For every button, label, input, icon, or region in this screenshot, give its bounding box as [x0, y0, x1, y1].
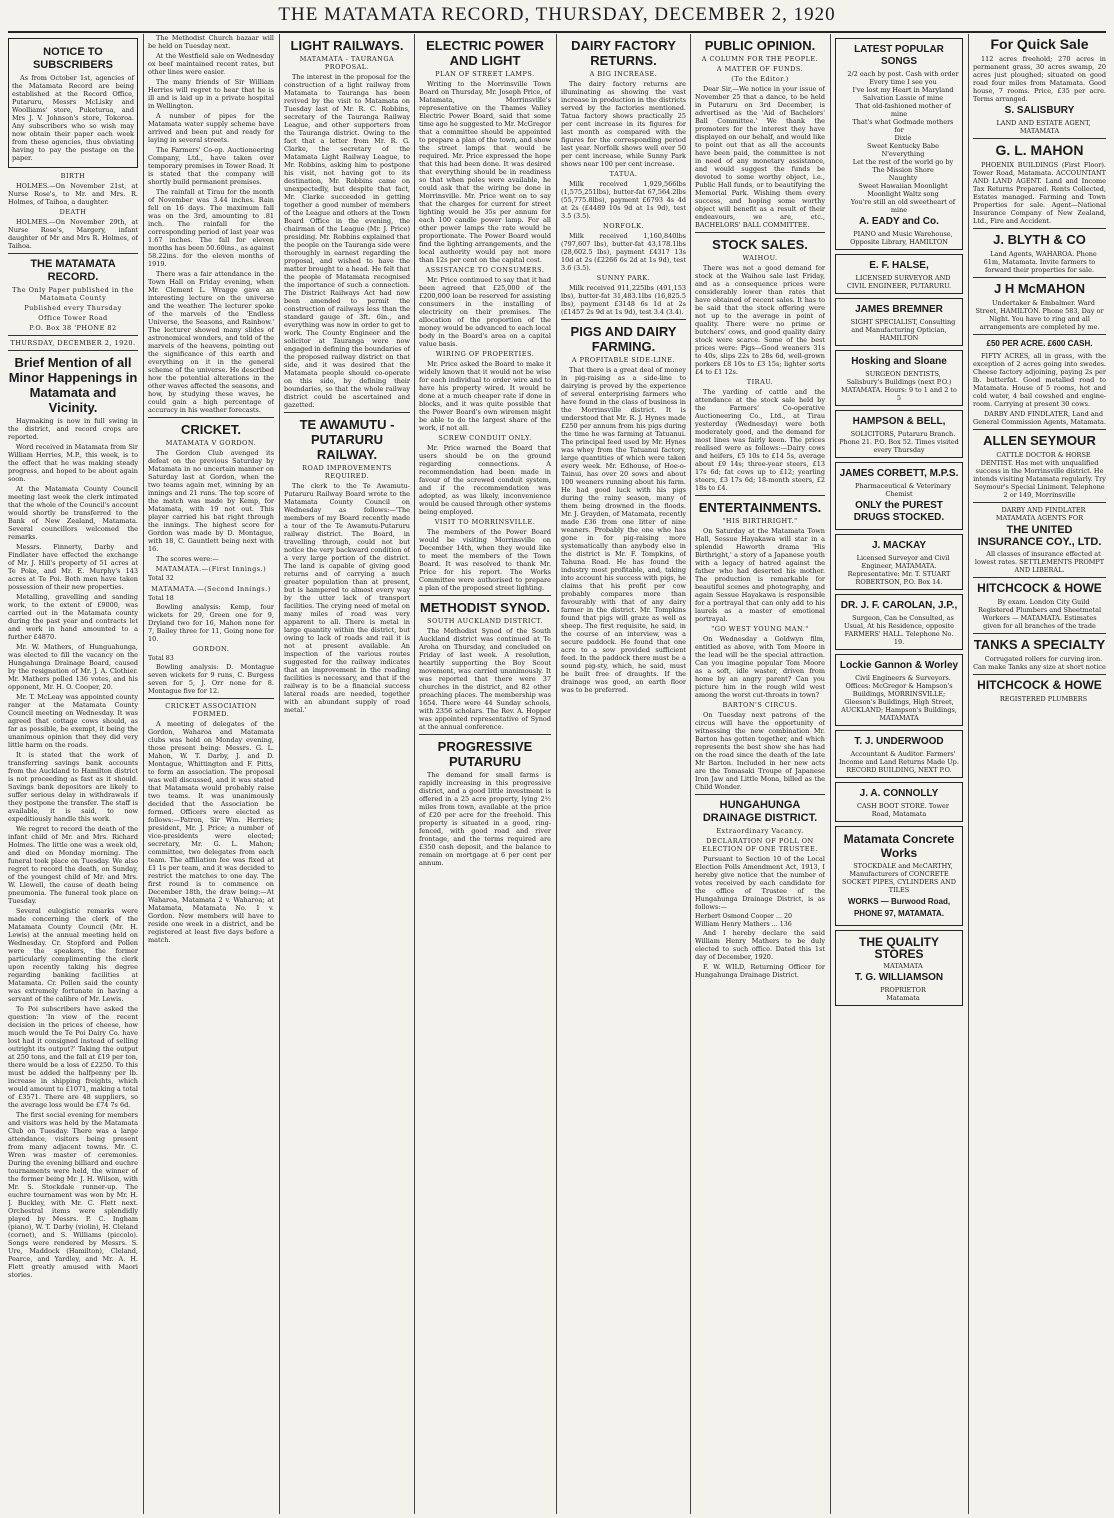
letter-title: A MATTER OF FUNDS.	[716, 65, 804, 73]
quality-name: THE QUALITY STORES	[859, 935, 939, 961]
returning-officer: F. W. WILD, Returning Officer for Hungahunga Drainage District.	[695, 963, 825, 979]
blyth-name: J. BLYTH & CO	[993, 232, 1086, 247]
column-7	[835, 34, 963, 1514]
railways-heading: LIGHT RAILWAYS.	[290, 38, 404, 53]
factory-heading: SUNNY PARK.	[596, 274, 651, 282]
farm-details: FIFTY ACRES, all in grass, with the exception of 2 acres going into swedes. Cheese factory adjoining, paying 2s per lb. butterfat. Good metalled road to Matamata. House of 5 rooms, hot and cold water, 4 bail cowshed and engine-room. Carrying at present 30 cows.	[973, 352, 1106, 408]
paragraph: The members of the Power Board would be visiting Morrinsville on December 14th, when they would like to meet the members of the Town Board. It was resolved to thank Mr. Price for his report. The Works Committee were authorised to prepare a plan of the proposed street lighting.	[419, 528, 551, 592]
notice-box	[8, 38, 138, 168]
song-title: Every time I see you	[869, 78, 937, 86]
sale-heading: For Quick Sale	[990, 36, 1089, 52]
carolan-ad	[835, 594, 963, 650]
brief-item: Metalling, gravelling and sanding work, to the extent of £9000, was carried out in the Matamata county during the past year and contracts let and work in hand amounted to a further £4870.	[8, 593, 138, 641]
brief-item: Haymaking is now in full swing in the district, and record crops are reported.	[8, 417, 138, 441]
carolan-details: Surgeon, Can be Consulted, as Usual, At his Residence, opposite FARMERS' HALL. Telephone No. 19.	[843, 614, 954, 646]
song-title: Let the rest of the world go by	[852, 158, 954, 166]
birth-notice: HOLMES.—On November 21st, at Nurse Rose's, to Mr. and Mrs. R. Holmes, of Taihoa, a daughter.	[8, 182, 138, 206]
bowling-analysis: Bowling analysis: D. Montague seven wickets for 9 runs, C. Burgess seven for 5, J. Orr none for 8. Montague five for 12.	[148, 663, 274, 695]
connolly-name: J. A. CONNOLLY	[859, 788, 939, 799]
entertainments-heading: ENTERTAINMENTS.	[698, 500, 822, 515]
paragraph: A number of pipes for the Matamata water supply scheme have arrived and been put and ready for laying in several streets.	[148, 112, 274, 144]
drainage-subheading: Extraordinary Vacancy.	[716, 827, 804, 835]
candidate-votes: William Henry Mathers ... 136	[695, 921, 792, 928]
column-divider	[143, 34, 144, 1514]
factory-heading: NORFOLK.	[603, 222, 644, 230]
synod-article: The Methodist Synod of the South Auckland district was continued at Te Aroha on Thursday, and concluded on Friday of last week. A resolution, heartily supporting the Boy Scout movement, was carried unanimously. It was reported that there were 37 churches in the district, and 82 other preaching places. The membership was 1654. There were 44 Sunday schools, with 2356 scholars. The Rev. A. Hopper was appointed representative of Synod at the annual conference.	[419, 627, 551, 731]
song-title: Salvation Lassie of mine	[862, 94, 944, 102]
scores-label: The scores were:—	[156, 555, 219, 563]
factory-return: Milk received 911,225lbs (491,153 lbs), butter-fat 31,483.1lbs (16,825.5 lbs), payment £3148 6s 1d at 2s (£1457 2s 9d at 1s 9d), test 3.4 (3.4).	[561, 284, 686, 316]
brief-item: Mr. W. Mathers, of Hunguahunga, was elected to fill the vacancy on the Hungahunga Drainage Board, caused by the resignation of Mr. J. A. Clothier. Mr. Mathers polled 136 votes, and his opponent, Mr. H. O. Cooper, 20.	[8, 643, 138, 691]
column-divider	[968, 34, 969, 1514]
brief-item: Word received in Matamata from Sir William Herries, M.P., this week, is to the effect that he was making steady progress, and hoped to be about again soon.	[8, 443, 138, 483]
lockie-ad	[835, 654, 963, 726]
cricket-subheading: MATAMATA V GORDON.	[165, 439, 257, 447]
dairy-heading: DAIRY FACTORY RETURNS.	[571, 38, 676, 68]
film-title: "HIS BIRTHRIGHT."	[722, 517, 798, 525]
song-title: Sweet Hawaiian Moonlight	[858, 182, 948, 190]
brief-item: To Poi subscribers have asked the question: 'In view of the recent decision in the prices of cheese, how much would the Te Poi Dairy Co. have lost had it consigned instead of selling outright its output?' Taking the output at 250 tons, and the fall at £19 per ton, there would be a loss of £2250. To this must be added the halfpenny per lb. increase in shipping freights, which would amount to £1071, making a total of £3571. There are 48 suppliers, so the average loss would be £74 7s 6d.	[8, 1005, 138, 1109]
song-title: The Mission Shore	[872, 166, 934, 174]
salisbury-name: S. SALISBURY	[1004, 105, 1075, 116]
eady-details: PIANO and Music Warehouse, Opposite Library, HAMILTON	[850, 230, 953, 246]
column-6	[695, 34, 825, 1514]
circus-review: On Tuesday next patrons of the circus will have the opportunity of witnessing the new combination Mr. Barton has gotten together, and which represents the best show she has had on the road since the death of the late Mr Barton. Included in her new acts are the Tomasaki Troupe of Japanese Iron Jaw and Little Mona, billed as the Child Wonder.	[695, 711, 825, 791]
score-total: Total 32	[148, 575, 174, 582]
pigs-article: That there is a great deal of money in pig-raising as a side-line to dairying is proved by the experience of several enterprising farmers who have found in the class of business in the Morrinsville district. It is understood that Mr. R. J. Hynes made £250 per annum from his pigs during the time he was farming at Tatuanui. The principal feed used by Mr. Hynes was whey from the Tatuanui factory, large quantities of which were taken every week. Mr. Edhouse, of Hoe-o-Tainui, has over 20 sows and about 100 weaners running about his farm. He had good luck with his pigs during the rainy season, many of them being drowned in the floods. Mr. J. Grayden, of Matamata, recently made £36 from one litter of nine weaners. Probably the one who has gone in for pig-raising more systematically than anybody else in the district is Mr. F. Tompkins, of Tahuna Road. He has found the industry most profitable, and, taking into account his success with pigs, he claims that his profit per cow probably compares more than favourably with that of any dairy farmer in the district. Mr. Tompkins found that pigs will graze as well as sheep. The first requisite, he said, in the course of an interview, was a secure paddock. He found that one acre to a sow provided sufficient feed. In the paddock there must be a sound pig-sty, which, he said, must be built free of draughts. If the drainage was good, an earth floor was to be preferred.	[561, 366, 686, 694]
paragraph: The many friends of Sir William Herries will regret to hear that he is ill and is laid up in a private hospital in Wellington.	[148, 78, 274, 110]
letter-body: Dear Sir,—We notice in your issue of November 25 that a dance, to be held in Putaruru on 3rd December, is advertised as the 'Aid of Bachelors' Ball Committee.' We thank the promoters for the interest they have displayed on our behalf, and would like to point out that as all the accounts have been paid, the committee is not in need of any monetary assistance, and would suggest the funds be devoted to some worthy object, i.e., Public Hall funds, or to beautifying the Memorial Park. Wishing them every success, and hoping some worthy object will benefit as a result of their endeavours, we are, etc., BACHELORS' BALL COMMITTEE.	[695, 85, 825, 229]
candidate-votes: Herbert Osmond Cooper ... 20	[695, 913, 792, 920]
drainage-declaration: DECLARATION OF POLL ON ELECTION OF ONE TRUSTEE.	[702, 837, 818, 853]
synod-subheading: SOUTH AUCKLAND DISTRICT.	[427, 617, 543, 625]
brief-item: We regret to record the death of the infant child of Mr. and Mrs. Richard Holmes. The little one was a week old, and died on Monday morning. The funeral took place on Tuesday. We also regret to record the death, on Sunday, of the youngest child of Mr. and Mrs. W. Llewell, the cause of death being pneumonia. The funeral took place on Tuesday.	[8, 825, 138, 905]
birth-heading: BIRTH	[60, 172, 86, 180]
dateline: THURSDAY, DECEMBER 2, 1920.	[10, 339, 136, 347]
hitchcock-name: HITCHCOCK & HOWE	[977, 678, 1102, 692]
mahon-details: PHOENIX BUILDINGS (First Floor). Tower Road, Matamata. ACCOUNTANT AND LAND AGENT. Land and Income Tax Returns Prepared. Rents Collected, Estates managed. Farming and Town Properties for sale. Agent—National Insurance Company of New Zealand, Ltd., Fire and Accident.	[973, 161, 1106, 225]
stock-report: The yarding of cattle and the attendance at the stock sale held by the Farmers' Co-operative Auctioneering Co., Ltd., at Tirau yesterday (Wednesday) were both moderately good, and the demand for most lines was fairly keen. The prices realised were as follows:—Dairy cows and heifers, £5 10s to £14 5s, average about £9 14s; three-year steers, £13 17s 6d; fat cows up to £12; yearling steers, £3 17s 6d; 18-month steers, £2 18s to £4.	[695, 388, 825, 492]
hampson-name: HAMPSON & BELL,	[852, 416, 946, 427]
song-title: Naughty	[888, 174, 918, 182]
innings-heading: GORDON.	[192, 645, 230, 653]
songs-heading: LATEST POPULAR SONGS	[854, 44, 944, 67]
mahon-name: G. L. MAHON	[995, 142, 1084, 158]
drainage-notice: Pursuant to Section 10 of the Local Election Polls Amendment Act, 1913, I hereby give notice that the number of votes received by each candidate for the office of Trustee of the Hungahunga Drainage District, is as follows:—	[695, 855, 825, 911]
quality-place: MATAMATA	[883, 962, 923, 970]
connolly-ad	[835, 782, 963, 822]
putaruru-heading: PROGRESSIVE PUTARURU	[437, 739, 533, 769]
lockie-details: Civil Engineers & Surveyors. Offices: McGregor & Hampson's Buildings, MORRINSVILLE; Gleeson's Buildings, High Street, AUCKLAND; Hampson's Buildings, MATAMATA	[841, 674, 957, 722]
dairy-subheading: A BIG INCREASE.	[589, 70, 658, 78]
drainage-heading: HUNGAHUNGA DRAINAGE DISTRICT.	[702, 799, 818, 824]
section-heading: WAIHOU.	[742, 254, 778, 262]
letter-salutation: (To the Editor.)	[731, 75, 789, 83]
mcmahon-details: Undertaker & Embalmer. Ward Street, HAMILTON. Phone 583, Day or Night. You have to ring and all arrangements are completed by me.	[975, 299, 1104, 331]
bremner-ad	[835, 298, 963, 346]
songs-ad	[835, 38, 963, 250]
score-total: Total 83	[148, 655, 174, 662]
song-title: Sweet Kentucky Babe	[867, 142, 939, 150]
connolly-details: CASH BOOT STORE. Tower Road, Matamata	[857, 802, 949, 818]
section-heading: SCREW CONDUIT ONLY.	[438, 434, 532, 442]
lockie-name: Lockie Gannon & Worley	[839, 660, 959, 671]
column-1	[8, 34, 138, 1514]
film-review: On Wednesday a Goldwyn film, entitled as above, with Tom Moore in the lead will be the special attraction. Can you imagine popular Tom Moore as a soft, idle waster, driven from home by an angry parent? Can you picture him in the rough wild west among the worst cut-throats in town?	[695, 635, 825, 699]
corbett-slogan: ONLY the PUREST DRUGS STOCKED.	[853, 500, 945, 523]
bremner-name: JAMES BREMNER	[855, 304, 943, 315]
column-8	[973, 34, 1106, 1514]
insurance-agents: DARBY AND FINDLATER MATAMATA AGENTS FOR	[995, 506, 1086, 522]
song-title: Moonlight Waltz song	[867, 190, 939, 198]
paragraph: Mr. Price continued to say that it had been agreed that £25,000 of the £200,000 loan be reserved for assisting consumers in the installing of electricity on their premises. The allocation of the proportion of the money would be advanced to each local body in the Board's area on a capital value basis.	[419, 276, 551, 348]
column-3	[284, 34, 410, 1514]
section-heading: ASSISTANCE TO CONSUMERS.	[425, 266, 545, 274]
drainage-notice: And I hereby declare the said William Henry Mathers to be duly elected to such office. Dated this 1st day of December, 1920.	[695, 929, 825, 961]
song-title: N'everything	[881, 150, 925, 158]
mcmahon-name: J H McMAHON	[993, 281, 1085, 296]
salisbury-details: LAND AND ESTATE AGENT, MATAMATA	[996, 119, 1091, 135]
concrete-name: Matamata Concrete Works	[843, 832, 955, 860]
mackay-name: J. MACKAY	[871, 540, 927, 551]
paper-title: THE MATAMATA RECORD.	[30, 258, 116, 283]
awamutu-subheading: ROAD IMPROVEMENTS REQUIRED.	[302, 464, 392, 480]
brief-item: Messrs. Finnerty, Darby and Findlater have effected the exchange of Mr. J. Hill's property of 51 acres at Te Poke, and Mr. E. Murphy's 143 acres at Te Poi. Both men have taken possession of their new properties.	[8, 543, 138, 591]
notice-heading: NOTICE TO SUBSCRIBERS	[32, 46, 114, 71]
hampson-ad	[835, 410, 963, 458]
bowling-analysis: Bowling analysis: Kemp, four wickets for 29, Green one for 9, Dryland two for 16, Mahon none for 7, Bailey three for 11, Going none for 10.	[148, 603, 274, 643]
underwood-name: T. J. UNDERWOOD	[854, 736, 944, 747]
song-title: That's what Godmade mothers for	[852, 118, 954, 134]
songs-subheading: 2/2 each by post. Cash with order	[847, 70, 959, 78]
paragraph: There was a fair attendance in the Town Hall on Friday evening, when Mr. Clement L. Wragge gave an interesting lecture on the universe and the weather. The lecturer spoke of the marvels of the 'Endless Universe, the Seasons, and Rainbow.' The lecturer showed many slides of astronomical wonders, and told of the marvels of the heavens, pointing out the significance of this earth and everything on it in the general scheme of the universe. He described how the potential alterations in the other waves affected the seasons, and how, by studying these waves, he could gain a high percentage of accuracy in his weather forecasts.	[148, 270, 274, 414]
mackay-details: Licensed Surveyor and Civil Engineer, MATAMATA. Representative: Mr. T. STUART ROBERTSON, P.O. Box 14.	[847, 554, 951, 586]
opinion-heading: PUBLIC OPINION.	[704, 38, 816, 53]
paragraph: The Farmers' Co-op. Auctioneering Company, Ltd., have taken over temporary premises in Tower Road. It is stated that the company will shortly build permanent premises.	[148, 146, 274, 186]
death-notice: HOLMES.—On November 29th, at Nurse Rose's, Margery, infant daughter of Mr and Mrs R. Holmes, of Taihoa.	[8, 218, 138, 250]
hitchcock-details: By exam. London City Guild Registered Plumbers and Sheetmetal Workers — MATAMATA. Estimates given for all branches of the trade	[977, 598, 1102, 630]
score-total: Total 18	[148, 595, 174, 602]
column-divider	[690, 34, 691, 1514]
film-review: On Saturday at the Matamata Town Hall, Sessue Hayakawa will star in a splendid Haworth drama 'His Birthright,' a story of a Japanese youth with a legacy of hatred against the father who had deserted his mother. The production is remarkable for beautiful scenes and photography, and again Sessue Hayakawa is responsible for a portrayal that can only add to his laurels as a master of emotional portrayal.	[695, 527, 825, 623]
cricket-report: The Gordon Club avenged its defeat on the previous Saturday by Matamata in no uncertain manner on Saturday last at Gordon, when the two teams again met, winning by an innings and 21 runs. The top score of the match was made by Kemp, for Matamata, with 19 not out. This player carried his bat right through the innings. The highest score for Gordon was made by D. Montague, with 18, C. Gauntlett being next with 16.	[148, 449, 274, 553]
section-heading: VISIT TO MORRINSVILLE.	[434, 518, 536, 526]
brief-item: At the Matamata County Council meeting last week the clerk intimated that the whole of the Council's account would shortly be transferred to the Bank of New Zealand, Matamata. Several councillors welcomed the remarks.	[8, 485, 138, 541]
underwood-ad	[835, 730, 963, 778]
tanks-heading: TANKS A SPECIALTY	[973, 637, 1106, 652]
williamson-name: T. G. WILLIAMSON	[854, 972, 944, 983]
paper-subtitle: The Only Paper published in the Matamata County	[12, 286, 134, 302]
williamson-place: Matamata	[886, 994, 920, 1002]
railways-subheading: MATAMATA - TAURANGA PROPOSAL.	[299, 55, 395, 71]
circus-title: BARTON'S CIRCUS.	[722, 701, 798, 709]
cricket-heading: CRICKET.	[181, 422, 241, 437]
paragraph: The Methodist Church bazaar will be held on Tuesday next.	[148, 34, 274, 50]
paper-published: Published every Thursday	[24, 304, 122, 312]
corbett-name: JAMES CORBETT, M.P.S.	[839, 468, 959, 479]
office-pobox: P.O. Box 38 'PHONE 82	[29, 324, 117, 332]
hitchcock-name: HITCHCOCK & HOWE	[977, 581, 1102, 595]
williamson-role: PROPRIETOR	[880, 986, 926, 994]
notice-body: As from October 1st, agencies of the Matamata Record are being established at the Record Office, Putaruru, Messrs McLisky and Woolliams' store, Puketurua, and Mrs J. V. Johnson's store, Tokoroa. Any subscribers who so wish may now obtain their paper each week from these agencies, thus obviating having to pay the postage on the paper.	[12, 74, 134, 162]
awamutu-article: The clerk to the Te Awamutu-Putaruru Railway Board wrote to the Matamata County Council on Wednesday as follows:—'The members of my Board recently made a tour of the Te Awamutu-Putaruru railway district. The Board, in travelling through, could not but notice the very backward condition of a very large portion of the district. The land is capable of giving good returns and of carrying a much greater population than at present, but is hampered to almost every way by the utter lack of transport facilities. The crying need of metal on many miles of road was very apparent to all. There is metal in large quantity within the district, but owing to lack of roads and rail it is not at present available. An inspection of the various routes suggested for the railway indicates that an improvement in the roading facilities is necessary, and that if the railway is to be a financial success lateral roads are needed, together with an abundant supply of road metal.'	[284, 482, 410, 714]
column-divider	[830, 34, 831, 1514]
halse-name: E. F. HALSE,	[869, 260, 929, 271]
dairy-article: The dairy factory returns are illuminating as showing the vast increase in production in the districts served by the factories mentioned. Tatua factory shows practically 25 per cent increase in its figures for last month as compared with the figures for the corresponding period last year. Norfolk shows well over 50 per cent increase, while Sunny Park shows near 100 per cent increase.	[561, 80, 686, 168]
factory-return: Milk received 1,160,840lbs (797,607 lbs), butter-fat 43,178.1lbs (28,602.5 lbs), payment £4317 13s 10d at 2s (£2266 6s 2d at 1s 9d), test 3.6 (3.5).	[561, 232, 686, 272]
column-5	[561, 34, 686, 1514]
halse-details: LICENSED SURVEYOR AND CIVIL ENGINEER, PUTARURU.	[846, 274, 952, 290]
paragraph: Mr. Price asked the Board to make it widely known that it would not be wise for each individual to order wire and to have his property wired. It would be done at a much cheaper rate if done in blocks, and it was quite possible that the Power Board's own wiremen might be able to do the largest share of the work, if not all.	[419, 360, 551, 432]
brief-item: Several eulogistic remarks were made concerning the clerk of the Matamata County Council (Mr. H. Lewis) at the annual meeting held on Wednesday. Cr. Stopford and Pollen were the speakers, the former particularly complimenting the clerk upon recently taking his degree regarding banking facilities at Matamata. Cr. Pollen said the county was extremely fortunate in having a servant of the calibre of Mr. Lewis.	[8, 907, 138, 1003]
stock-heading: STOCK SALES.	[712, 237, 808, 252]
hitchcock-tagline: REGISTERED PLUMBERS	[999, 695, 1088, 703]
song-title: That old-fashioned mother of mine	[855, 102, 951, 118]
innings-heading: MATAMATA.—(First Innings.)	[155, 565, 267, 573]
bremner-details: SIGHT SPECIALIST, Consulting and Manufacturing Optician, HAMILTON	[850, 318, 956, 342]
association-heading: CRICKET ASSOCIATION FORMED.	[165, 702, 257, 718]
column-4	[419, 34, 551, 1514]
column-divider	[414, 34, 415, 1514]
film-title: "GO WEST YOUNG MAN."	[711, 625, 809, 633]
factory-return: Milk received 1,929,566lbs (1,575,251lbs), butter-fat 67,564.2lbs (55,775.8lbs), payment £6793 4s 4d at 2s (£4489 10s 9d at 1s 9d), test 3.5 (3.5).	[561, 180, 686, 220]
song-title: I've lost my Heart in Maryland	[852, 86, 954, 94]
darby-agents: DARBY AND FINDLATER, Land and General Commission Agents, Matamata.	[973, 410, 1106, 426]
blyth-details: Land Agents, WAHAROA. Phone 61m, Matamata. Invite farmers to forward their properties for sale.	[983, 250, 1097, 274]
paragraph: Mr. Price warned the Board that users should be on the ground regarding connections. A recommendation had been made in favour of the screwed conduit system, and if the recommendation was adopted, as was likely, inconvenience would be caused through other systems being employed.	[419, 444, 551, 516]
concrete-works: WORKS — Burwood Road, PHONE 97, MATAMATA.	[847, 897, 951, 918]
death-heading: DEATH	[59, 208, 87, 216]
eady-name: A. EADY and Co.	[859, 216, 939, 227]
seymour-name: ALLEN SEYMOUR	[983, 433, 1096, 448]
paragraph: At the Westfield sale on Wednesday ox beef maintained recent rates, but other lines were easier.	[148, 52, 274, 76]
section-heading: TIRAU.	[746, 378, 774, 386]
brief-item: Mr. T. McLeay was appointed county ranger at the Matamata County Council meeting on Wednesday. It was agreed that cottage cows should, as far as possible, be exempt, it being the unanimous opinion that they did very little harm on the roads.	[8, 693, 138, 749]
concrete-details: STOCKDALE and McCARTHY, Manufacturers of CONCRETE SOCKET PIPES, CYLINDERS AND TILES	[842, 862, 956, 894]
underwood-details: Accountant & Auditor. Farmers' Income and Land Returns Made Up. RECORD BUILDING, NEXT P.O.	[839, 750, 959, 774]
corbett-ad	[835, 462, 963, 530]
hosking-name: Hosking and Sloane	[851, 356, 947, 367]
paragraph: The rainfall at Tirau for the month of November was 3.44 inches. Rain fell on 16 days. The maximum fall was on the 3rd, amounting to .81 inch. The rainfall for the corresponding period of last year was 1.67 inches. The fall for eleven months has been 50.60ins., as against 58.22ins. for the eleven months of 1919.	[148, 188, 274, 268]
sale-details: 112 acres freehold; 270 acres in permanent grass, 30 acres swamp, 20 acres just ploughed; situated on good road four miles from Matamata. Good house, 7 rooms. Price, £35 per acre. Terms arranged.	[973, 55, 1106, 103]
song-title: You're still an old sweetheart of mine	[850, 198, 956, 214]
hosking-ad	[835, 350, 963, 406]
corbett-details: Pharmaceutical & Veterinary Chemist	[855, 482, 951, 498]
association-report: A meeting of delegates of the Gordon, Waharoa and Matamata clubs was held on Monday evening, those present being: Messrs. G. L. Mahon, W. T. Darby, J. and D. Montague, Whittington and F. Pitts, to form an association. The proposal was well discussed, and it was stated that Matamata would probably raise two teams. It was unanimously decided that the Association be formed. Officers were elected as follows:—Patron, Sir Wm. Herries; president, Mr. J. Price; a number of vice-presidents were elected; secretary, Mr. G. L. Mahon; committee, two delegates from each team. The affiliation fee was fixed at £1 1s per team, and it was decided to restrict the matches to one day. The first round is to commence on December 18th, the draw being:—At Waharoa, Matamata 2 v. Waharoa; at Matamata, Matamata No. 1 v. Gordon. New members will have to reside one week in a district, and be registered at least five days before a match.	[148, 720, 274, 944]
railways-article: The interest in the proposal for the construction of a light railway from Matamata to Tauranga has been revived by the visit to Matamata on Tuesday last of Mr. R. C. Robbins, secretary of the Tauranga Railway League, and other supporters from the Tauranga district. Owing to the fact that a letter from Mr. R. G. Clarke, the secretary of the Matamata Light Railway League, to Mr. Robbins, asking him to postpone his visit, not having got to its destination, Mr. Robbins came on unexpectedly, but despite that fact, Mr. Clarke succeeded in getting together a good number of members of the League and others at the Town Board Office in the evening, the chairman of the League (Mr. J. Price) presiding. Mr. Robbins explained that the people on the Tauranga side were thoroughly in earnest regarding the proposal, and wished to have the matter brought to a head. He felt that the people of Matamata recognised the importance of such a connection. The District Railways Act had now been amended to permit the construction of railways less than the standard gauge of 3ft. 6in., and everything was now in order to get to work. The County Engineer and the solicitor at Tauranga were now engaged in defining the boundaries of the proposed railway district on that side, and it was desired that the Matamata people should co-operate on this side, by defining their boundaries, so that the whole railway district could be ascertained and gazetted.	[284, 73, 410, 409]
mackay-ad	[835, 534, 963, 590]
innings-heading: MATAMATA.—(Second Innings.)	[151, 585, 271, 593]
united-details: All classes of insurance effected at lowest rates. SETTLEMENTS PROMPT AND LIBERAL.	[974, 550, 1105, 574]
halse-ad	[835, 254, 963, 294]
electric-article: Writing to the Morrinsville Town Board on Thursday, Mr. Joseph Price, of Matamata, Morrinsville's representative on the Thames Valley Electric Power Board, said that some time ago he suggested to Mr. McGregor that a committee should be appointed to prepare a plan of the town, and show the street lamps that would be required. Mr. Price expressed the hope that this had been done. It was desired that everything should be in readiness so that when poles were available, he could ask that the wiring be done in Morrinsville. Mr. Price went on to say that the charges for current for street lighting would be 35s per annum for each 100 candle power lamp. For all other power lamps the rate would be proportionate. The Power Board would find the lighting arrangements, and the local authority would pay not more than 12s per cent on the capital cost.	[419, 80, 551, 264]
electric-heading: ELECTRIC POWER AND LIGHT	[426, 38, 544, 68]
opinion-subheading: A COLUMN FOR THE PEOPLE.	[701, 55, 819, 63]
electric-subheading: PLAN OF STREET LAMPS.	[435, 70, 535, 78]
pigs-subheading: A PROFITABLE SIDE-LINE.	[571, 356, 676, 364]
awamutu-heading: TE AWAMUTU - PUTARURU RAILWAY.	[299, 417, 395, 462]
brief-mention-heading: Brief Mention of all Minor Happenings in Matamata and Vicinity.	[8, 355, 138, 415]
office-address: Office Tower Road	[38, 314, 108, 322]
masthead: THE MATAMATA RECORD, THURSDAY, DECEMBER 2, 1920	[278, 4, 836, 25]
seymour-details: CATTLE DOCTOR & HORSE DENTIST. Has met with unqualified success in the Morrinsville district. He intends visiting Matamata regularly. Try Seymour's Special Liniment. Telephone 2 or 149, Morrinsville	[973, 451, 1106, 499]
masthead-rule	[8, 31, 1106, 33]
brief-item: It is stated that the work of transferring savings bank accounts from the Auckland to Hamilton district is not proceeding as fast as it should. Savings bank depositors are likely to suffer serious delay in withdrawals if they postpone the transfer. The staff is available, it is said, to now expeditiously handle this work.	[8, 751, 138, 823]
quality-ad	[835, 930, 963, 1006]
synod-heading: METHODIST SYNOD.	[419, 600, 550, 615]
section-heading: WIRING OF PROPERTIES.	[435, 350, 535, 358]
tanks-details: Corrugated rollers for curving iron. Can make Tanks any size at short notice	[973, 655, 1106, 671]
pigs-heading: PIGS AND DAIRY FARMING.	[570, 324, 677, 354]
brief-item: The first social evening for members and visitors was held by the Matamata Club on Tuesday. There was a large attendance, visitors being present from many adjacent towns. Mr. C. Wren was master of ceremonies. During the evening billiard and euchre tournaments were held, the winner of the former being Mr. J. H. Wilson, with Mr. S. Stockdale runner-up. The euchre tournament was won by Mr. H. J. Buckley, with Mr. C. Flett next. Orchestral items were splendidly played by Messrs. P. C. Ingham (piano), W. T. Darby (violin), H. Cleland (cornet), and S. Williams (piccolo). Songs were rendered by Messrs. S. Ure, Maddock (Hamilton), Cleland, Pearce, and Yardley, and Mr. A. H. Flett greatly amused with Maori stories.	[8, 1111, 138, 1279]
concrete-ad	[835, 826, 963, 926]
hampson-details: SOLICITORS, Putaruru Branch. Phone 21. P.O. Box 52. Times visited every Thursday	[839, 430, 959, 454]
price-line: £50 PER ACRE. £600 CASH.	[986, 339, 1093, 348]
united-name: THE UNITED INSURANCE COY., LTD.	[977, 524, 1102, 548]
song-title: Dixie	[894, 134, 912, 142]
stock-report: There was not a good demand for stock at the Waihou sale last Friday, and as a consequence prices were considerably lower than rates that have obtained of recent sales. It has to be said that the stock offering were not up to the average in point of quality. There were no prime or butchers' cows, and good quality dairy stock were scarce. Some of the best prices were: Pigs—Good weaners 31s to 40s, slips 22s to 28s 6d, well-grown porkers £8 10s to £3 15s; lighter sorts £4 to £1 12s.	[695, 264, 825, 376]
column-2	[148, 34, 274, 1514]
column-divider	[279, 34, 280, 1514]
hosking-details: SURGEON DENTISTS, Salisbury's Buildings (next P.O.) MATAMATA. Hours: 9 to 1 and 2 to 5	[841, 370, 957, 402]
factory-heading: TATUA.	[609, 170, 638, 178]
carolan-name: DR. J. F. CAROLAN, J.P.,	[840, 600, 958, 611]
column-divider	[556, 34, 557, 1514]
putaruru-article: The demand for small farms is rapidly increasing in this progressive district, and a good little investment is offered in a 25 acre property, lying 2½ miles from town, available at the price of £20 per acre for the freehold. This property is situated in a good, ring-fenced, with good road and river frontage, and the terms required are £350 cash deposit, and the balance to remain on mortgage at 6 per cent per annum.	[419, 771, 551, 867]
